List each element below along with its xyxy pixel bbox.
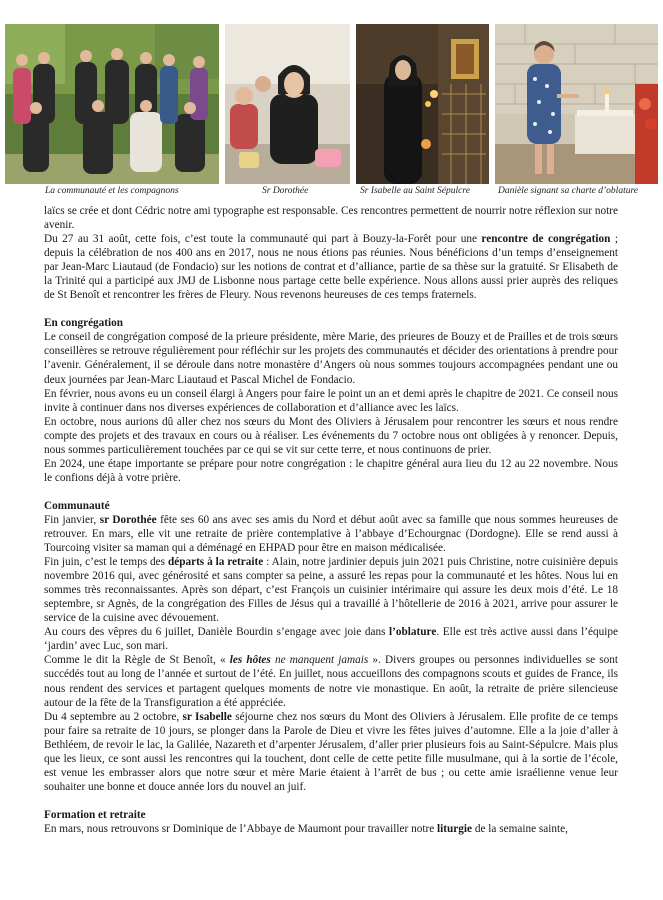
liturgie-highlight: liturgie [437, 822, 473, 835]
isabelle-text-start: Du 4 septembre au 2 octobre, [44, 710, 183, 723]
hotes-text-start: Comme le dit la Règle de St Benoît, « [44, 654, 230, 667]
bouzy-text-end: ; depuis la célébration de nos 400 ans en 2017, nous ne nous étions pas réunies. Nous bénéficions d’un temps d’enseignement par Jean-Marc Liautaud (de Fondacio) sur les notions de contrat et d’alliance, partie de sa thèse sur la gratuité. Sr Elisabeth de la Trinité qui a participé aux JMJ de Lisbonne nous partage cette belle expérience. Nous allons aussi prier auprès des reliques de St Benoît et rencontrer les frères de Fleury. Nous revenons heureuses de ces temps fraternels. [44, 233, 618, 302]
portrait-photo-icon [225, 24, 350, 184]
intro-paragraph: laïcs se crée et dont Cédric notre ami typographe est responsable. Ces rencontres permettent de nourrir notre réflexion sur notre avenir. [44, 205, 618, 232]
hotes-quote: ne manquent jamais [270, 654, 369, 667]
communaute-paragraph-1 [44, 513, 618, 555]
oblature-text-end: . Elle est très active aussi dans l’équipe ‘jardin’ avec Luc, son mari. [44, 626, 618, 653]
communaute-paragraph-2 [44, 555, 618, 625]
photo-caption-isabelle: Sr Isabelle au Saint Sépulcre [360, 186, 470, 196]
dorothee-highlight: sr Dorothée [99, 513, 157, 526]
daniele-photo [495, 24, 658, 184]
bouzy-highlight: rencontre de congrégation [481, 233, 611, 246]
photo-caption-dorothee: Sr Dorothée [262, 186, 309, 196]
photo-caption-communaute: La communauté et les compagnons [45, 186, 179, 196]
dorothee-photo [225, 24, 350, 184]
section-title-formation: Formation et retraite [44, 808, 146, 821]
dorothee-text-end: fête ses 60 ans avec ses amis du Nord et début août avec sa famille que nous sommes heureuses de retrouver. En mars, elle vit une retraite de prière contemplative à l’abbaye d’Echourgnac (Dordogne). Elle se rend aussi à Tourcoing visiter sa maman qui a déménagé en EHPAD pour être en maison médicalisée. [44, 513, 618, 555]
hotes-highlight: les hôtes [229, 654, 271, 667]
congregation-paragraph-4: En 2024, une étape importante se prépare pour notre congrégation : le chapitre général aura lieu du 12 au 22 novembre. Nous le confions déjà à votre prière. [44, 457, 618, 484]
dorothee-text-start: Fin janvier, [44, 513, 100, 526]
retraite-highlight: départs à la retraite [167, 556, 264, 569]
congregation-paragraph-3: En octobre, nous aurions dû aller chez nos sœurs du Mont des Oliviers à Jérusalem pour rencontrer les sœurs et nous rendre compte des projets et des travaux en cours ou à réaliser. Les événements du 7 octobre nous ont obligées à y renoncer. Depuis, nous sommes particulièrement touchées par ce qui se vit sur cette terre, et nous continuons de prier. [44, 415, 618, 456]
article-body [44, 204, 618, 836]
liturgie-text-start: En mars, nous retrouvons sr Dominique de l’Abbaye de Maumont pour travailler notre [44, 822, 438, 835]
isabelle-photo [356, 24, 489, 184]
bouzy-text-start: Du 27 au 31 août, cette fois, c’est toute la communauté qui part à Bouzy-la-Forêt pour une [44, 233, 482, 246]
liturgie-text-end: de la semaine sainte, [472, 822, 568, 835]
photo-caption-daniele: Danièle signant sa charte d’oblature [498, 186, 639, 196]
chapel-photo-icon [356, 24, 489, 184]
oblature-text-start: Au cours des vêpres du 6 juillet, Danièle Bourdin s’engage avec joie dans [44, 626, 390, 639]
group-photo-icon [5, 24, 219, 184]
bouzy-paragraph [44, 232, 618, 302]
isabelle-text-end: séjourne chez nos sœurs du Mont des Oliviers à Jérusalem. Elle profite de ce temps pour faire sa retraite de 10 jours, se plonger dans la Parole de Dieu et vivre les fêtes juives d’automne. Elle a la joie d’aller à Bethléem, de revoir le lac, la Galilée, Nazareth et d’arpenter Jérusalem, d’aller prier plusieurs fois au Saint-Sépulcre. Mais plus que les lieux, ce sont aussi les rencontres qui la touchent, dont celle de cette petite fille musulmane, qui à la sortie de l’école, est venue les embrasser alors que notre sœur et mère Marie étaient à l’arrêt de bus ; ou cette amie israélienne venue leur souhaiter une bonne et douce année lors du nouvel an juif. [44, 710, 618, 793]
communaute-paragraph-5 [44, 710, 618, 794]
retraite-text-start: Fin juin, c’est le temps des [44, 556, 168, 569]
hotes-text-end: ». Divers groupes ou personnes individuelles se sont succédés tout au long de l’année et surtout de l’été. En juillet, nous accueillons des compagnons scouts et guides de France, ils nous rendent des services et partagent quelques moments de notre vie monastique. En août, la retraite de prière silencieuse autour de la fête de la Transfiguration a été appréciée. [44, 654, 618, 709]
communaute-paragraph-4 [44, 653, 618, 709]
section-title-congregation: En congrégation [44, 317, 124, 330]
isabelle-highlight: sr Isabelle [182, 710, 232, 723]
section-title-communaute: Communauté [44, 499, 110, 512]
formation-paragraph-1 [44, 822, 618, 836]
congregation-paragraph-1: Le conseil de congrégation composé de la prieure présidente, mère Marie, des prieures de Bouzy et de Prailles et de trois sœurs conseillères se retrouve régulièrement pour réfléchir sur les projets des communautés et décider des orientations à prendre pour l’avenir. Généralement, il se déroule dans notre monastère d’Angers où nous sommes toujours accompagnées pendant une ou deux journées par Jean-Marc Liautaud et Pascal Michel de Fondacio. [44, 331, 618, 386]
communaute-paragraph-3 [44, 625, 618, 653]
oblature-highlight: l’oblature [389, 626, 437, 639]
congregation-paragraph-2: En février, nous avons eu un conseil élargi à Angers pour faire le point un an et demi après le chapitre de 2021. Ce conseil nous invite à continuer dans nos diverses expériences de collaboration et d’alliance avec les laïcs. [44, 387, 618, 414]
altar-photo-icon [495, 24, 658, 184]
retraite-text-end: : Alain, notre jardinier depuis juin 2021 puis Christine, notre cuisinière depuis novembre 2016 qui, avec générosité et sans compter sa peine, a assuré les repas pour la communauté et les hôtes. Nous lui en sommes très reconnaissantes. Après son départ, c’est François un cuisinier intérimaire qui assure les deux mois d’été. Le 18 septembre, sr Agnès, de la congrégation des Filles de Jésus qui a travaillé à l’hôtellerie de 2016 à 2021, arrive pour assurer le service de la cuisine avec dévouement. [44, 556, 618, 625]
community-group-photo [5, 24, 219, 184]
photo-strip [0, 0, 663, 200]
